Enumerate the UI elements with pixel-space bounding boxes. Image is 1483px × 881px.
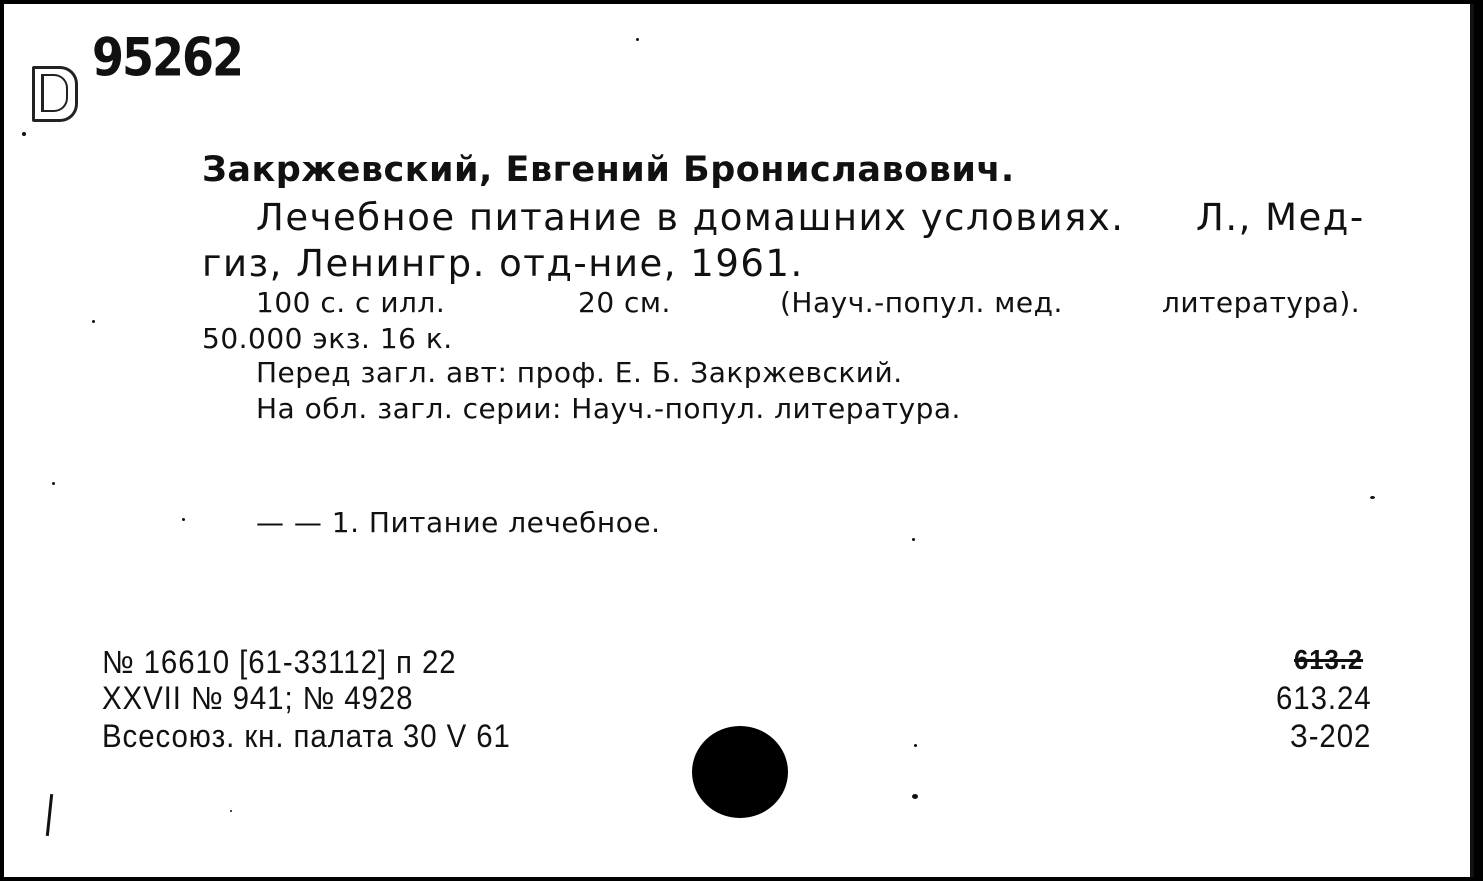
speck (52, 482, 55, 485)
subject-heading: — — 1. Питание лечебное. (256, 506, 661, 539)
accession-number: 95262 (92, 26, 243, 89)
pencil-mark (46, 794, 53, 836)
title-line-2: гиз, Ленингр. отд-ние, 1961. (202, 242, 804, 285)
circulation-price: 50.000 экз. 16 к. (202, 322, 453, 355)
speck (912, 538, 915, 541)
imprint-start: Л., Мед- (1196, 196, 1365, 239)
punch-hole (692, 726, 788, 818)
speck (914, 744, 917, 747)
accession-d-mark (32, 66, 78, 122)
speck (912, 794, 918, 799)
classification-old: 613.2 (1294, 644, 1364, 675)
speck (230, 810, 232, 812)
author-mark: З-202 (1290, 718, 1372, 754)
speck (1370, 496, 1375, 499)
title-line-1: Лечебное питание в домашних условиях. (256, 196, 1125, 239)
speck (22, 132, 26, 136)
author-heading: Закржевский, Евгений Брониславович. (202, 150, 1015, 190)
record-source: Всесоюз. кн. палата 30 V 61 (102, 718, 511, 754)
series-end: литература). (1162, 286, 1361, 319)
catalog-card (4, 4, 1474, 877)
speck (92, 320, 95, 323)
series-start: (Науч.-попул. мед. (780, 286, 1063, 319)
dimensions: 20 см. (578, 286, 671, 319)
speck (182, 518, 185, 521)
classification-number: 613.24 (1276, 680, 1372, 716)
record-number: № 16610 [61-33112] п 22 (102, 644, 457, 680)
note-series: На обл. загл. серии: Науч.-попул. литература. (256, 392, 961, 425)
note-author: Перед загл. авт: проф. Е. Б. Закржевский. (256, 356, 903, 389)
speck (636, 38, 639, 41)
record-reference: XXVII № 941; № 4928 (102, 680, 414, 716)
pagination: 100 с. с илл. (256, 286, 446, 319)
